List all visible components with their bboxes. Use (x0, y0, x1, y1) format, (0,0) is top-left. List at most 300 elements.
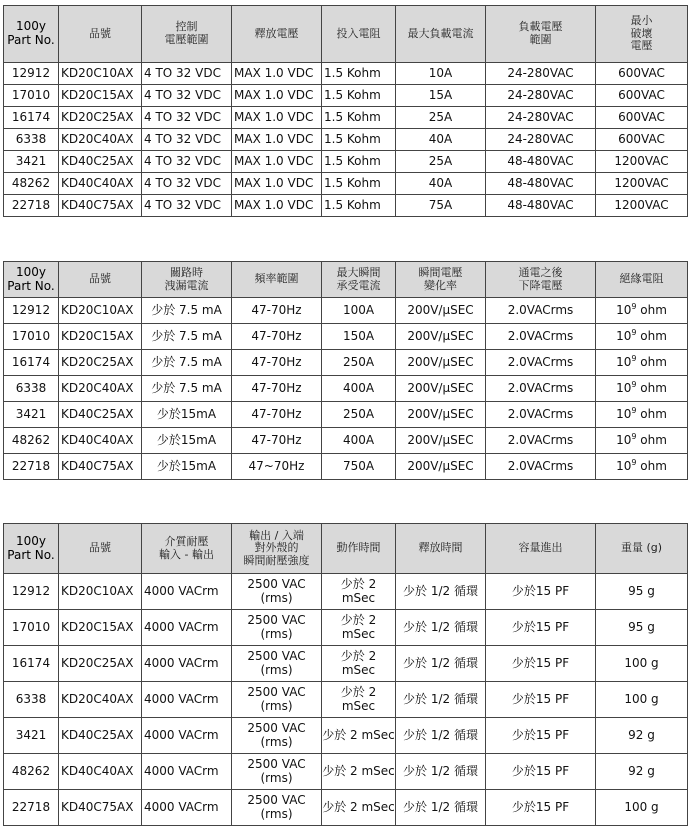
table-cell-model: KD20C15AX (59, 85, 142, 107)
insulation-unit: ohm (636, 432, 667, 447)
insulation-base: 10 (616, 328, 632, 343)
table-cell-model: KD40C40AX (59, 428, 142, 454)
table-header-row (4, 6, 688, 63)
table-cell-insulation (596, 428, 688, 454)
table-cell-col6: 40A (396, 173, 486, 195)
table-cell-col6: 少於 1/2 循環 (396, 790, 486, 826)
table-cell-col8: 100 g (596, 682, 688, 718)
table-cell-model: KD20C25AX (59, 646, 142, 682)
table-cell-model: KD20C15AX (59, 324, 142, 350)
insulation-unit: ohm (636, 458, 667, 473)
header-line: 重量 (g) (620, 541, 663, 555)
table-cell-col8: 92 g (596, 718, 688, 754)
table-cell-part-no: 17010 (4, 85, 59, 107)
table-cell-part-no: 12912 (4, 298, 59, 324)
table-cell-model: KD40C25AX (59, 718, 142, 754)
table-cell-col7: 少於15 PF (486, 718, 596, 754)
table-cell-col6: 少於 1/2 循環 (396, 754, 486, 790)
table-cell-col3: 4 TO 32 VDC (142, 195, 232, 217)
table-cell-col8: 95 g (596, 610, 688, 646)
cell-line: 2500 VAC (247, 612, 306, 627)
header-line: 100y (15, 264, 46, 279)
table-cell-col6: 少於 1/2 循環 (396, 646, 486, 682)
table-cell-col3: 4 TO 32 VDC (142, 151, 232, 173)
table-cell-col4 (232, 610, 322, 646)
table-cell-insulation (596, 298, 688, 324)
table-cell-part-no: 16174 (4, 350, 59, 376)
table-cell-col4 (232, 574, 322, 610)
header-line: 對外殼的 (254, 541, 299, 555)
table-cell-col5 (322, 754, 396, 790)
table-cell-col3: 4000 VACrm (142, 646, 232, 682)
table-cell-col8: 600VAC (596, 107, 688, 129)
table-cell-col8: 1200VAC (596, 195, 688, 217)
table-cell-col6: 少於 1/2 循環 (396, 718, 486, 754)
table-cell-col7: 2.0VACrms (486, 324, 596, 350)
insulation-base: 10 (616, 354, 632, 369)
table-cell-col4: 47-70Hz (232, 376, 322, 402)
header-line: 最大負載電流 (407, 26, 474, 40)
table-cell-col7: 24-280VAC (486, 63, 596, 85)
column-header-col8 (596, 524, 688, 574)
cell-line: (rms) (260, 662, 293, 677)
header-line: 電壓範圍 (164, 33, 209, 46)
table-cell-model: KD20C10AX (59, 298, 142, 324)
cell-line: 2500 VAC (247, 576, 306, 591)
table-cell-part-no: 3421 (4, 151, 59, 173)
table-row (4, 129, 688, 151)
table-row (4, 610, 688, 646)
table-cell-col5 (322, 718, 396, 754)
column-header-col7 (486, 6, 596, 63)
table-cell-col5: 1.5 Kohm (322, 195, 396, 217)
table-cell-col3: 少於 7.5 mA (142, 376, 232, 402)
table-cell-col7: 24-280VAC (486, 85, 596, 107)
cell-line: 少於 2 (340, 684, 377, 699)
table-cell-col6: 少於 1/2 循環 (396, 610, 486, 646)
table-cell-col7: 少於15 PF (486, 646, 596, 682)
cell-line: 2500 VAC (247, 720, 306, 735)
column-header-col6 (396, 262, 486, 298)
table-cell-col7: 2.0VACrms (486, 298, 596, 324)
table-row (4, 195, 688, 217)
header-line: Part No. (7, 547, 55, 562)
table-row (4, 324, 688, 350)
table-cell-col5: 250A (322, 402, 396, 428)
table-cell-part-no: 16174 (4, 646, 59, 682)
table-cell-col5: 1.5 Kohm (322, 107, 396, 129)
table-cell-col4: MAX 1.0 VDC (232, 195, 322, 217)
table-row (4, 151, 688, 173)
table-cell-col6: 200V/μSEC (396, 376, 486, 402)
cell-line: mSec (341, 626, 376, 641)
table-cell-col5: 400A (322, 428, 396, 454)
cell-line: 少於 2 mSec (322, 799, 395, 814)
table-row (4, 85, 688, 107)
column-header-col6 (396, 6, 486, 63)
table-cell-part-no: 12912 (4, 63, 59, 85)
header-line: 瞬間電壓 (418, 265, 463, 279)
table-cell-model: KD40C25AX (59, 151, 142, 173)
table-cell-part-no: 22718 (4, 195, 59, 217)
header-line: 通電之後 (518, 265, 563, 279)
table-cell-part-no: 22718 (4, 454, 59, 480)
table-cell-col4 (232, 646, 322, 682)
table-cell-col3: 少於 7.5 mA (142, 350, 232, 376)
header-line: 品號 (89, 541, 111, 555)
cell-line: (rms) (260, 626, 293, 641)
table-cell-part-no: 6338 (4, 376, 59, 402)
insulation-base: 10 (616, 406, 632, 421)
insulation-unit: ohm (636, 406, 667, 421)
table-row (4, 574, 688, 610)
header-line: 釋放時間 (418, 541, 463, 555)
table-cell-col3: 4 TO 32 VDC (142, 107, 232, 129)
header-line: 關路時 (170, 265, 203, 279)
column-header-col3 (142, 262, 232, 298)
column-header-col8 (596, 262, 688, 298)
table-cell-col4: MAX 1.0 VDC (232, 151, 322, 173)
table-cell-col8: 100 g (596, 790, 688, 826)
table-cell-col4: 47-70Hz (232, 324, 322, 350)
table-cell-col3: 4 TO 32 VDC (142, 85, 232, 107)
table-cell-col6: 少於 1/2 循環 (396, 574, 486, 610)
header-line: 最小 (630, 14, 653, 28)
cell-line: mSec (341, 662, 376, 677)
header-line: 容量進出 (518, 541, 563, 555)
insulation-unit: ohm (636, 328, 667, 343)
column-header-col3 (142, 524, 232, 574)
cell-line: (rms) (260, 590, 293, 605)
table-cell-part-no: 17010 (4, 610, 59, 646)
table-row (4, 790, 688, 826)
cell-line: (rms) (260, 770, 293, 785)
insulation-base: 10 (616, 302, 632, 317)
table-cell-insulation (596, 376, 688, 402)
header-line: 洩漏電流 (164, 278, 209, 292)
header-line: 品號 (89, 272, 111, 286)
table-cell-col6: 200V/μSEC (396, 324, 486, 350)
column-header-col4 (232, 262, 322, 298)
table-cell-col5: 100A (322, 298, 396, 324)
table-cell-col5 (322, 610, 396, 646)
cell-line: mSec (341, 590, 376, 605)
table-cell-col7: 少於15 PF (486, 574, 596, 610)
table-row (4, 402, 688, 428)
table-cell-col3: 4000 VACrm (142, 718, 232, 754)
table-cell-model: KD20C15AX (59, 610, 142, 646)
table-cell-model: KD20C25AX (59, 350, 142, 376)
cell-line: 2500 VAC (247, 684, 306, 699)
header-line: 釋放電壓 (254, 26, 299, 40)
table-cell-col6: 少於 1/2 循環 (396, 682, 486, 718)
table-cell-col6: 40A (396, 129, 486, 151)
cell-line: 2500 VAC (247, 792, 306, 807)
table-cell-col3: 少於 7.5 mA (142, 324, 232, 350)
table-cell-col4: 47-70Hz (232, 402, 322, 428)
table-cell-col8: 1200VAC (596, 173, 688, 195)
table-cell-model: KD40C75AX (59, 454, 142, 480)
table-cell-part-no: 6338 (4, 129, 59, 151)
table-cell-part-no: 48262 (4, 428, 59, 454)
table-cell-col6: 200V/μSEC (396, 298, 486, 324)
cell-line: 少於 2 (340, 648, 377, 663)
table-cell-col6: 200V/μSEC (396, 350, 486, 376)
table-row (4, 682, 688, 718)
table-header-row (4, 524, 688, 574)
table-cell-col8: 92 g (596, 754, 688, 790)
spec-table-isolation (3, 523, 688, 826)
table-cell-col4 (232, 754, 322, 790)
table-cell-model: KD20C40AX (59, 129, 142, 151)
column-header-col4 (232, 6, 322, 63)
table-cell-insulation (596, 324, 688, 350)
table-cell-col7: 24-280VAC (486, 107, 596, 129)
cell-line: 少於 2 (340, 576, 377, 591)
table-cell-col8: 600VAC (596, 63, 688, 85)
table-cell-col8: 1200VAC (596, 151, 688, 173)
table-cell-col3: 4 TO 32 VDC (142, 129, 232, 151)
table-cell-col8: 600VAC (596, 85, 688, 107)
table-cell-col4 (232, 718, 322, 754)
insulation-unit: ohm (636, 354, 667, 369)
table-cell-col7: 48-480VAC (486, 195, 596, 217)
column-header-col8 (596, 6, 688, 63)
header-line: 介質耐壓 (164, 534, 209, 548)
table-cell-col7: 2.0VACrms (486, 376, 596, 402)
header-line: 品號 (89, 26, 111, 40)
header-line: 變化率 (424, 278, 457, 292)
table-cell-col7: 少於15 PF (486, 610, 596, 646)
header-line: 100y (15, 19, 46, 34)
header-line: 輸出 / 入端 (249, 528, 304, 542)
table-cell-model: KD20C10AX (59, 63, 142, 85)
table-cell-col3: 4 TO 32 VDC (142, 63, 232, 85)
table-cell-col6: 10A (396, 63, 486, 85)
table-cell-col4: MAX 1.0 VDC (232, 63, 322, 85)
table-cell-model: KD40C25AX (59, 402, 142, 428)
table-cell-col6: 200V/μSEC (396, 428, 486, 454)
table-cell-col8: 600VAC (596, 129, 688, 151)
table-cell-col6: 200V/μSEC (396, 402, 486, 428)
column-header-part-no (4, 524, 59, 574)
table-cell-col4: 47~70Hz (232, 454, 322, 480)
table-cell-col7: 2.0VACrms (486, 428, 596, 454)
table-cell-col7: 少於15 PF (486, 754, 596, 790)
table-row (4, 376, 688, 402)
table-cell-col3: 4000 VACrm (142, 574, 232, 610)
table-cell-col7: 48-480VAC (486, 151, 596, 173)
table-row (4, 173, 688, 195)
column-header-col7 (486, 262, 596, 298)
table-cell-part-no: 17010 (4, 324, 59, 350)
table-cell-model: KD40C40AX (59, 173, 142, 195)
cell-line: 少於 2 mSec (322, 763, 395, 778)
column-header-model (59, 524, 142, 574)
header-line: 動作時間 (336, 541, 381, 555)
column-header-col7 (486, 524, 596, 574)
insulation-unit: ohm (636, 380, 667, 395)
table-cell-part-no: 22718 (4, 790, 59, 826)
table-cell-model: KD40C75AX (59, 790, 142, 826)
header-line: 100y (15, 533, 46, 548)
header-line: 投入電阻 (336, 26, 381, 40)
table-cell-col4 (232, 790, 322, 826)
insulation-exponent: 9 (631, 379, 637, 389)
insulation-exponent: 9 (631, 457, 637, 467)
header-line: 破壞 (630, 26, 653, 40)
table-row (4, 754, 688, 790)
header-line: Part No. (7, 33, 55, 47)
table-cell-col4: MAX 1.0 VDC (232, 173, 322, 195)
table-cell-col7: 48-480VAC (486, 173, 596, 195)
header-line: Part No. (7, 278, 55, 293)
column-header-col5 (322, 524, 396, 574)
column-header-col3 (142, 6, 232, 63)
table-cell-col7: 24-280VAC (486, 129, 596, 151)
table-cell-col4: MAX 1.0 VDC (232, 107, 322, 129)
table-cell-col5 (322, 682, 396, 718)
table-cell-col5: 250A (322, 350, 396, 376)
table-cell-part-no: 48262 (4, 173, 59, 195)
insulation-exponent: 9 (631, 327, 637, 337)
table-header-row (4, 262, 688, 298)
table-cell-col6: 15A (396, 85, 486, 107)
spec-table-performance (3, 261, 688, 480)
cell-line: 2500 VAC (247, 648, 306, 663)
table-cell-col5: 150A (322, 324, 396, 350)
table-cell-col4 (232, 682, 322, 718)
table-cell-col5 (322, 574, 396, 610)
table-cell-model: KD20C40AX (59, 682, 142, 718)
header-line: 輸入 - 輸出 (159, 547, 214, 561)
table-row (4, 454, 688, 480)
table-row (4, 63, 688, 85)
table-row (4, 428, 688, 454)
table-cell-col3: 少於15mA (142, 428, 232, 454)
table-cell-col4: 47-70Hz (232, 298, 322, 324)
cell-line: (rms) (260, 734, 293, 749)
header-line: 負載電壓 (518, 20, 563, 34)
table-cell-col7: 2.0VACrms (486, 350, 596, 376)
table-cell-col5: 750A (322, 454, 396, 480)
header-line: 控制 (175, 20, 198, 34)
insulation-base: 10 (616, 432, 632, 447)
table-cell-col5: 1.5 Kohm (322, 151, 396, 173)
insulation-unit: ohm (636, 302, 667, 317)
table-cell-part-no: 3421 (4, 718, 59, 754)
insulation-exponent: 9 (631, 353, 637, 363)
header-line: 絕緣電阻 (619, 272, 664, 286)
insulation-exponent: 9 (631, 431, 637, 441)
column-header-part-no (4, 262, 59, 298)
table-cell-part-no: 12912 (4, 574, 59, 610)
table-cell-col3: 4000 VACrm (142, 754, 232, 790)
header-line: 範圍 (529, 33, 552, 46)
column-header-col6 (396, 524, 486, 574)
table-cell-col8: 100 g (596, 646, 688, 682)
column-header-col5 (322, 6, 396, 63)
insulation-exponent: 9 (631, 301, 637, 311)
header-line: 瞬間耐壓強度 (243, 553, 310, 567)
table-cell-col6: 25A (396, 107, 486, 129)
table-cell-col5: 400A (322, 376, 396, 402)
column-header-col5 (322, 262, 396, 298)
table-cell-col6: 200V/μSEC (396, 454, 486, 480)
table-cell-col8: 95 g (596, 574, 688, 610)
table-cell-col3: 少於15mA (142, 454, 232, 480)
table-cell-col3: 少於 7.5 mA (142, 298, 232, 324)
table-cell-col3: 少於15mA (142, 402, 232, 428)
column-header-col4 (232, 524, 322, 574)
table-cell-col3: 4000 VACrm (142, 682, 232, 718)
table-row (4, 718, 688, 754)
header-line: 頻率範圍 (254, 272, 299, 286)
table-cell-col7: 少於15 PF (486, 790, 596, 826)
cell-line: 少於 2 (340, 612, 377, 627)
cell-line: 2500 VAC (247, 756, 306, 771)
table-cell-col7: 2.0VACrms (486, 402, 596, 428)
table-cell-col5 (322, 646, 396, 682)
insulation-base: 10 (616, 458, 632, 473)
table-row (4, 298, 688, 324)
table-cell-col7: 2.0VACrms (486, 454, 596, 480)
table-cell-col5: 1.5 Kohm (322, 85, 396, 107)
table-cell-model: KD20C40AX (59, 376, 142, 402)
table-cell-part-no: 48262 (4, 754, 59, 790)
table-cell-part-no: 6338 (4, 682, 59, 718)
table-cell-col3: 4000 VACrm (142, 610, 232, 646)
column-header-model (59, 6, 142, 63)
table-cell-model: KD40C40AX (59, 754, 142, 790)
table-cell-col4: 47-70Hz (232, 428, 322, 454)
cell-line: 少於 2 mSec (322, 727, 395, 742)
column-header-part-no (4, 6, 59, 63)
table-cell-part-no: 3421 (4, 402, 59, 428)
table-cell-col5 (322, 790, 396, 826)
table-cell-part-no: 16174 (4, 107, 59, 129)
table-row (4, 107, 688, 129)
table-cell-col6: 75A (396, 195, 486, 217)
cell-line: (rms) (260, 806, 293, 821)
column-header-model (59, 262, 142, 298)
header-line: 最大瞬間 (336, 265, 381, 279)
table-cell-col5: 1.5 Kohm (322, 63, 396, 85)
insulation-exponent: 9 (631, 405, 637, 415)
table-cell-col5: 1.5 Kohm (322, 173, 396, 195)
header-line: 承受電流 (336, 278, 381, 292)
cell-line: mSec (341, 698, 376, 713)
table-cell-col4: 47-70Hz (232, 350, 322, 376)
insulation-base: 10 (616, 380, 632, 395)
table-cell-insulation (596, 350, 688, 376)
table-cell-model: KD40C75AX (59, 195, 142, 217)
table-cell-col6: 25A (396, 151, 486, 173)
table-cell-model: KD20C10AX (59, 574, 142, 610)
table-cell-col3: 4000 VACrm (142, 790, 232, 826)
table-cell-col3: 4 TO 32 VDC (142, 173, 232, 195)
table-cell-model: KD20C25AX (59, 107, 142, 129)
table-cell-insulation (596, 402, 688, 428)
table-cell-col7: 少於15 PF (486, 682, 596, 718)
header-line: 電壓 (630, 39, 653, 53)
spec-table-electrical (3, 5, 688, 217)
table-row (4, 646, 688, 682)
table-cell-col4: MAX 1.0 VDC (232, 85, 322, 107)
table-cell-col5: 1.5 Kohm (322, 129, 396, 151)
table-cell-insulation (596, 454, 688, 480)
table-cell-col4: MAX 1.0 VDC (232, 129, 322, 151)
